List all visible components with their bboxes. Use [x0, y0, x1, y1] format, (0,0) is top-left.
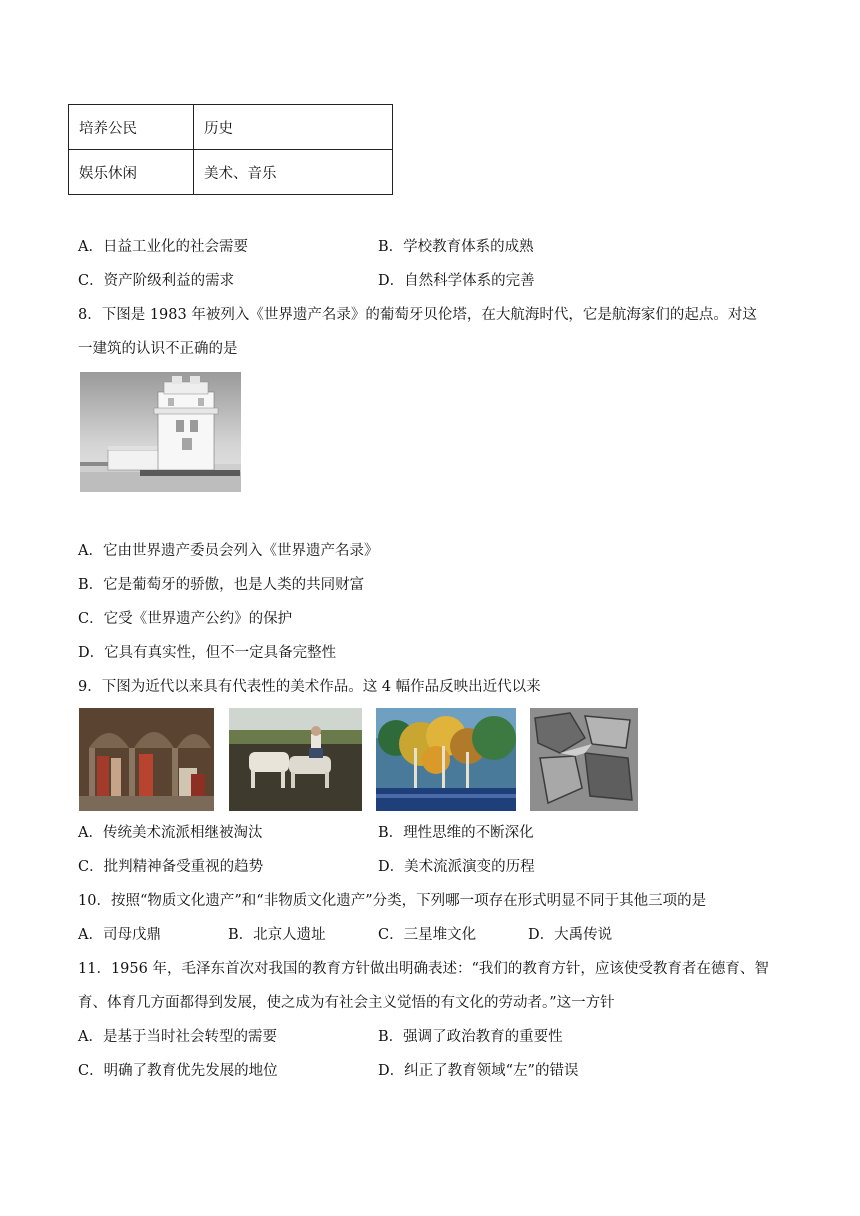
artwork-abstract-painting — [530, 708, 638, 811]
q11-option-c: C．明确了教育优先发展的地位 — [78, 1063, 278, 1079]
q11-option-b: B．强调了政治教育的重要性 — [378, 1029, 563, 1045]
q8-option-b: B．它是葡萄牙的骄傲，也是人类的共同财富 — [78, 577, 365, 593]
q8-stem-line-1: 8．下图是 1983 年被列入《世界遗产名录》的葡萄牙贝伦塔，在大航海时代，它是航海家们的起点。对这 — [78, 307, 757, 323]
q10-option-b: B．北京人遗址 — [228, 927, 326, 943]
q7-option-d: D．自然科学体系的完善 — [378, 273, 535, 289]
q9-option-b: B．理性思维的不断深化 — [378, 825, 534, 841]
q8-option-c: C．它受《世界遗产公约》的保护 — [78, 611, 293, 627]
q9-option-a: A．传统美术流派相继被淘汰 — [78, 825, 263, 841]
q10-stem-line-1: 10．按照“物质文化遗产”和“非物质文化遗产”分类，下列哪一项存在形式明显不同于其他三项的是 — [78, 893, 707, 909]
q9-option-d: D．美术流派演变的历程 — [378, 859, 535, 875]
artwork-neoclassical-painting — [79, 708, 214, 811]
table-cell-subject: 美术、音乐 — [194, 150, 393, 195]
table-cell-purpose: 培养公民 — [69, 105, 194, 150]
q8-option-d: D．它具有真实性，但不一定具备完整性 — [78, 645, 337, 661]
q8-option-a: A．它由世界遗产委员会列入《世界遗产名录》 — [78, 543, 379, 559]
table-cell-subject: 历史 — [194, 105, 393, 150]
subject-purpose-table — [68, 104, 393, 195]
q9-option-c: C．批判精神备受重视的趋势 — [78, 859, 264, 875]
q11-option-d: D．纠正了教育领域“左”的错误 — [378, 1063, 579, 1079]
table-row — [69, 150, 393, 195]
q10-option-a: A．司母戊鼎 — [78, 927, 161, 943]
q7-option-c: C．资产阶级利益的需求 — [78, 273, 235, 289]
table-row — [69, 105, 393, 150]
q11-stem-line-2: 育、体育几方面都得到发展，使之成为有社会主义觉悟的有文化的劳动者。”这一方针 — [78, 995, 615, 1011]
belem-tower-photo — [80, 372, 241, 492]
q11-stem-line-1: 11．1956 年，毛泽东首次对我国的教育方针做出明确表述：“我们的教育方针，应该使受教育者在德育、智 — [78, 961, 769, 977]
q10-option-d: D．大禹传说 — [528, 927, 613, 943]
q7-option-a: A．日益工业化的社会需要 — [78, 239, 248, 255]
q7-option-b: B．学校教育体系的成熟 — [378, 239, 534, 255]
q8-stem-line-2: 一建筑的认识不正确的是 — [78, 341, 238, 357]
table-cell-purpose: 娱乐休闲 — [69, 150, 194, 195]
q10-option-c: C．三星堆文化 — [378, 927, 477, 943]
artwork-realism-painting — [229, 708, 362, 811]
artwork-impressionist-painting — [376, 708, 516, 811]
q9-stem-line-1: 9．下图为近代以来具有代表性的美术作品。这 4 幅作品反映出近代以来 — [78, 679, 541, 695]
q11-option-a: A．是基于当时社会转型的需要 — [78, 1029, 277, 1045]
